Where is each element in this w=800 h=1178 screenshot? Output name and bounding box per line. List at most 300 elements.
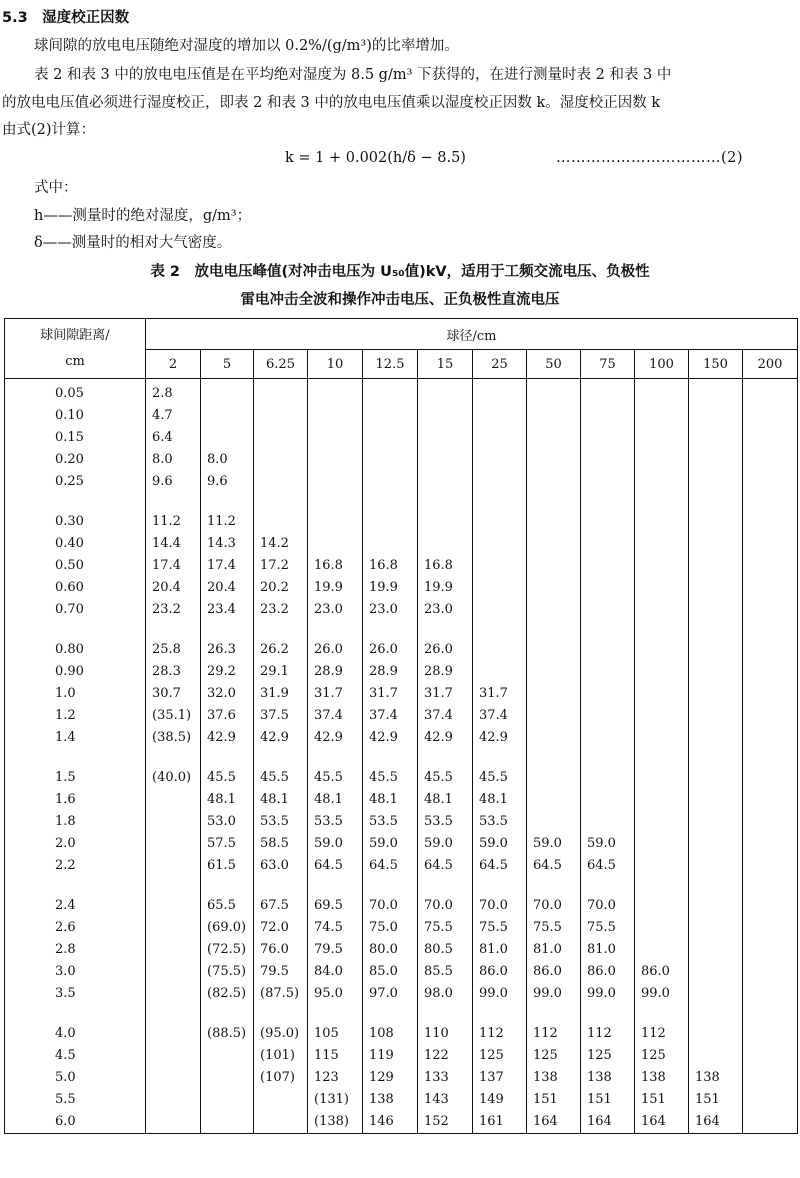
table-row bbox=[5, 855, 798, 877]
column-header: 15 bbox=[418, 350, 473, 379]
table-row bbox=[5, 1023, 798, 1045]
voltage-cell: 80.5 bbox=[418, 939, 473, 961]
voltage-cell: 112 bbox=[527, 1023, 581, 1045]
spacer-cell bbox=[308, 749, 363, 767]
voltage-cell bbox=[689, 599, 743, 621]
voltage-cell bbox=[689, 511, 743, 533]
paragraph-humidity-rate: 球间隙的放电电压随绝对湿度的增加以 0.2%/(g/m³)的比率增加。 bbox=[34, 38, 459, 54]
voltage-cell: 79.5 bbox=[254, 961, 308, 983]
column-header: 2 bbox=[146, 350, 201, 379]
stub-header-line-2: cm bbox=[65, 353, 85, 369]
voltage-cell: 99.0 bbox=[635, 983, 689, 1005]
spacer-cell bbox=[743, 621, 798, 639]
gap-distance-cell: 1.4 bbox=[5, 727, 146, 749]
voltage-cell: 143 bbox=[418, 1089, 473, 1111]
voltage-cell bbox=[527, 555, 581, 577]
voltage-cell: 61.5 bbox=[201, 855, 254, 877]
group-spacer bbox=[5, 1005, 798, 1023]
voltage-cell: 37.4 bbox=[308, 705, 363, 727]
voltage-cell bbox=[308, 533, 363, 555]
voltage-cell: 29.1 bbox=[254, 661, 308, 683]
voltage-cell: 70.0 bbox=[418, 895, 473, 917]
voltage-cell bbox=[689, 1023, 743, 1045]
voltage-cell bbox=[689, 471, 743, 493]
voltage-cell: 2.8 bbox=[146, 379, 201, 406]
voltage-cell bbox=[527, 789, 581, 811]
voltage-cell bbox=[146, 983, 201, 1005]
spacer-cell bbox=[527, 749, 581, 767]
voltage-cell: 23.0 bbox=[308, 599, 363, 621]
spacer-cell bbox=[581, 749, 635, 767]
voltage-cell bbox=[689, 427, 743, 449]
voltage-cell bbox=[201, 1089, 254, 1111]
voltage-cell bbox=[635, 705, 689, 727]
voltage-cell: (87.5) bbox=[254, 983, 308, 1005]
voltage-cell: (131) bbox=[308, 1089, 363, 1111]
voltage-cell bbox=[689, 895, 743, 917]
gap-distance-cell: 0.10 bbox=[5, 405, 146, 427]
voltage-cell: 19.9 bbox=[418, 577, 473, 599]
voltage-cell bbox=[146, 1045, 201, 1067]
spacer-cell bbox=[146, 493, 201, 511]
spacer-cell bbox=[743, 493, 798, 511]
voltage-cell bbox=[581, 639, 635, 661]
voltage-cell: 137 bbox=[473, 1067, 527, 1089]
voltage-cell bbox=[581, 533, 635, 555]
voltage-cell: 75.5 bbox=[418, 917, 473, 939]
gap-distance-cell: 3.5 bbox=[5, 983, 146, 1005]
table-body bbox=[5, 379, 798, 1134]
spacer-cell bbox=[5, 621, 146, 639]
voltage-cell: 26.3 bbox=[201, 639, 254, 661]
voltage-cell bbox=[635, 599, 689, 621]
voltage-cell bbox=[635, 939, 689, 961]
voltage-cell bbox=[581, 379, 635, 406]
voltage-cell bbox=[363, 511, 418, 533]
voltage-cell bbox=[527, 471, 581, 493]
table-row bbox=[5, 767, 798, 789]
gap-distance-cell: 4.5 bbox=[5, 1045, 146, 1067]
voltage-cell: 45.5 bbox=[308, 767, 363, 789]
voltage-cell bbox=[743, 833, 798, 855]
voltage-cell bbox=[254, 405, 308, 427]
voltage-cell bbox=[743, 427, 798, 449]
spacer-cell bbox=[473, 749, 527, 767]
voltage-cell bbox=[689, 855, 743, 877]
voltage-cell bbox=[743, 767, 798, 789]
gap-distance-cell: 0.80 bbox=[5, 639, 146, 661]
voltage-cell bbox=[689, 727, 743, 749]
voltage-cell bbox=[635, 683, 689, 705]
voltage-cell bbox=[146, 789, 201, 811]
voltage-cell: 138 bbox=[581, 1067, 635, 1089]
voltage-cell bbox=[635, 639, 689, 661]
column-header: 150 bbox=[689, 350, 743, 379]
voltage-cell: 95.0 bbox=[308, 983, 363, 1005]
voltage-cell: 59.0 bbox=[418, 833, 473, 855]
gap-distance-cell: 0.40 bbox=[5, 533, 146, 555]
voltage-cell bbox=[743, 471, 798, 493]
voltage-cell: 58.5 bbox=[254, 833, 308, 855]
spacer-cell bbox=[581, 877, 635, 895]
voltage-cell bbox=[635, 833, 689, 855]
voltage-cell: 112 bbox=[473, 1023, 527, 1045]
spacer-cell bbox=[363, 877, 418, 895]
voltage-cell: 81.0 bbox=[581, 939, 635, 961]
voltage-cell bbox=[363, 449, 418, 471]
spacer-cell bbox=[635, 749, 689, 767]
voltage-cell: 45.5 bbox=[201, 767, 254, 789]
voltage-cell: 64.5 bbox=[581, 855, 635, 877]
column-header: 6.25 bbox=[254, 350, 308, 379]
voltage-cell: 119 bbox=[363, 1045, 418, 1067]
voltage-cell bbox=[146, 1023, 201, 1045]
voltage-cell bbox=[418, 449, 473, 471]
voltage-cell: 26.0 bbox=[363, 639, 418, 661]
spacer-cell bbox=[254, 621, 308, 639]
voltage-cell bbox=[689, 533, 743, 555]
voltage-cell bbox=[254, 1089, 308, 1111]
voltage-cell bbox=[581, 811, 635, 833]
spacer-cell bbox=[581, 1005, 635, 1023]
voltage-cell bbox=[418, 471, 473, 493]
voltage-cell bbox=[635, 577, 689, 599]
voltage-cell: 53.5 bbox=[363, 811, 418, 833]
voltage-cell bbox=[581, 789, 635, 811]
table-row bbox=[5, 533, 798, 555]
column-header: 10 bbox=[308, 350, 363, 379]
voltage-cell bbox=[146, 833, 201, 855]
voltage-cell bbox=[689, 983, 743, 1005]
voltage-cell bbox=[201, 1067, 254, 1089]
column-header: 25 bbox=[473, 350, 527, 379]
voltage-cell: 161 bbox=[473, 1111, 527, 1134]
voltage-cell bbox=[527, 599, 581, 621]
voltage-cell bbox=[581, 767, 635, 789]
voltage-cell: 29.2 bbox=[201, 661, 254, 683]
voltage-cell: 110 bbox=[418, 1023, 473, 1045]
table-row bbox=[5, 789, 798, 811]
spacer-cell bbox=[254, 749, 308, 767]
spacer-cell bbox=[635, 493, 689, 511]
table-row bbox=[5, 661, 798, 683]
table-row bbox=[5, 511, 798, 533]
group-spacer bbox=[5, 493, 798, 511]
column-header: 50 bbox=[527, 350, 581, 379]
voltage-cell: 146 bbox=[363, 1111, 418, 1134]
voltage-cell: 70.0 bbox=[527, 895, 581, 917]
voltage-cell: (40.0) bbox=[146, 767, 201, 789]
voltage-cell bbox=[743, 1067, 798, 1089]
voltage-cell bbox=[473, 599, 527, 621]
voltage-cell: 48.1 bbox=[201, 789, 254, 811]
section-title: 5.3 湿度校正因数 bbox=[2, 10, 130, 26]
voltage-cell bbox=[689, 683, 743, 705]
voltage-cell: 151 bbox=[635, 1089, 689, 1111]
voltage-cell: 151 bbox=[527, 1089, 581, 1111]
gap-distance-cell: 0.30 bbox=[5, 511, 146, 533]
voltage-cell: 42.9 bbox=[473, 727, 527, 749]
table-row bbox=[5, 1111, 798, 1134]
voltage-cell bbox=[146, 895, 201, 917]
gap-distance-cell: 2.0 bbox=[5, 833, 146, 855]
voltage-cell bbox=[689, 661, 743, 683]
voltage-cell bbox=[201, 1045, 254, 1067]
voltage-cell: 14.3 bbox=[201, 533, 254, 555]
voltage-cell: 69.5 bbox=[308, 895, 363, 917]
voltage-cell bbox=[473, 449, 527, 471]
voltage-cell: 42.9 bbox=[201, 727, 254, 749]
voltage-cell: 70.0 bbox=[473, 895, 527, 917]
spacer-cell bbox=[635, 1005, 689, 1023]
voltage-cell: 63.0 bbox=[254, 855, 308, 877]
voltage-cell bbox=[635, 895, 689, 917]
spacer-cell bbox=[689, 493, 743, 511]
gap-distance-cell: 6.0 bbox=[5, 1111, 146, 1134]
voltage-cell: 115 bbox=[308, 1045, 363, 1067]
spacer-cell bbox=[581, 493, 635, 511]
spacer-cell bbox=[201, 621, 254, 639]
voltage-cell bbox=[363, 471, 418, 493]
table-row bbox=[5, 379, 798, 406]
voltage-cell bbox=[254, 511, 308, 533]
voltage-cell bbox=[473, 533, 527, 555]
table-caption-line-1: 表 2 放电电压峰值(对冲击电压为 U₅₀值)kV，适用于工频交流电压、负极性 bbox=[150, 264, 650, 280]
voltage-cell: 23.0 bbox=[418, 599, 473, 621]
voltage-cell: 138 bbox=[527, 1067, 581, 1089]
voltage-cell bbox=[743, 1023, 798, 1045]
voltage-cell: 42.9 bbox=[363, 727, 418, 749]
voltage-cell bbox=[743, 683, 798, 705]
voltage-cell: 31.9 bbox=[254, 683, 308, 705]
paragraph-correction-line-2: 的放电电压值必须进行湿度校正，即表 2 和表 3 中的放电电压值乘以湿度校正因数 k。湿度校正因数 k bbox=[2, 95, 661, 111]
voltage-cell bbox=[581, 511, 635, 533]
voltage-cell: 125 bbox=[527, 1045, 581, 1067]
spacer-cell bbox=[201, 1005, 254, 1023]
voltage-cell: 59.0 bbox=[363, 833, 418, 855]
group-spacer bbox=[5, 621, 798, 639]
voltage-cell: 32.0 bbox=[201, 683, 254, 705]
spacer-cell bbox=[635, 621, 689, 639]
voltage-cell: 86.0 bbox=[581, 961, 635, 983]
voltage-cell: 164 bbox=[581, 1111, 635, 1134]
voltage-cell: 37.4 bbox=[363, 705, 418, 727]
table-row bbox=[5, 577, 798, 599]
voltage-cell: 30.7 bbox=[146, 683, 201, 705]
voltage-cell: 37.4 bbox=[473, 705, 527, 727]
voltage-cell: 84.0 bbox=[308, 961, 363, 983]
gap-distance-cell: 3.0 bbox=[5, 961, 146, 983]
voltage-cell: 164 bbox=[689, 1111, 743, 1134]
voltage-cell bbox=[581, 705, 635, 727]
voltage-cell: 151 bbox=[689, 1089, 743, 1111]
table-row bbox=[5, 983, 798, 1005]
voltage-cell: 20.4 bbox=[146, 577, 201, 599]
voltage-cell: 65.5 bbox=[201, 895, 254, 917]
table-row bbox=[5, 1045, 798, 1067]
gap-distance-cell: 0.90 bbox=[5, 661, 146, 683]
voltage-cell bbox=[635, 427, 689, 449]
voltage-cell: (72.5) bbox=[201, 939, 254, 961]
voltage-cell: 23.2 bbox=[254, 599, 308, 621]
voltage-cell: 108 bbox=[363, 1023, 418, 1045]
voltage-cell bbox=[527, 511, 581, 533]
voltage-cell: 75.5 bbox=[527, 917, 581, 939]
gap-distance-cell: 5.5 bbox=[5, 1089, 146, 1111]
voltage-cell: 6.4 bbox=[146, 427, 201, 449]
voltage-cell bbox=[689, 449, 743, 471]
voltage-cell: 45.5 bbox=[254, 767, 308, 789]
voltage-cell: 152 bbox=[418, 1111, 473, 1134]
voltage-cell bbox=[308, 405, 363, 427]
voltage-cell: 138 bbox=[689, 1067, 743, 1089]
spacer-cell bbox=[689, 1005, 743, 1023]
discharge-voltage-table bbox=[4, 318, 798, 1134]
table-row bbox=[5, 449, 798, 471]
voltage-cell bbox=[581, 405, 635, 427]
spacer-cell bbox=[254, 493, 308, 511]
spacer-cell bbox=[527, 877, 581, 895]
voltage-cell: 26.0 bbox=[308, 639, 363, 661]
table-row bbox=[5, 555, 798, 577]
voltage-cell: 37.4 bbox=[418, 705, 473, 727]
voltage-cell: 86.0 bbox=[635, 961, 689, 983]
voltage-cell: 57.5 bbox=[201, 833, 254, 855]
voltage-cell: 75.0 bbox=[363, 917, 418, 939]
voltage-cell bbox=[418, 405, 473, 427]
voltage-cell bbox=[418, 427, 473, 449]
voltage-cell: 16.8 bbox=[418, 555, 473, 577]
stub-header bbox=[5, 319, 146, 379]
voltage-cell bbox=[743, 661, 798, 683]
voltage-cell bbox=[201, 427, 254, 449]
table-row bbox=[5, 939, 798, 961]
voltage-cell bbox=[473, 405, 527, 427]
voltage-cell: 149 bbox=[473, 1089, 527, 1111]
voltage-cell bbox=[581, 555, 635, 577]
voltage-cell bbox=[689, 555, 743, 577]
voltage-cell bbox=[743, 533, 798, 555]
voltage-cell bbox=[473, 639, 527, 661]
spacer-cell bbox=[418, 621, 473, 639]
voltage-cell: 14.2 bbox=[254, 533, 308, 555]
voltage-cell: 122 bbox=[418, 1045, 473, 1067]
column-header: 200 bbox=[743, 350, 798, 379]
voltage-cell: 48.1 bbox=[308, 789, 363, 811]
voltage-cell bbox=[635, 379, 689, 406]
formula-number: ……………………………(2) bbox=[556, 150, 744, 166]
voltage-cell: 85.5 bbox=[418, 961, 473, 983]
voltage-cell bbox=[635, 767, 689, 789]
voltage-cell: 19.9 bbox=[363, 577, 418, 599]
voltage-cell: 125 bbox=[473, 1045, 527, 1067]
voltage-cell bbox=[581, 727, 635, 749]
voltage-cell bbox=[254, 379, 308, 406]
voltage-cell bbox=[581, 471, 635, 493]
table-row bbox=[5, 705, 798, 727]
voltage-cell: 45.5 bbox=[363, 767, 418, 789]
voltage-cell: 59.0 bbox=[581, 833, 635, 855]
voltage-cell bbox=[146, 939, 201, 961]
voltage-cell: 20.2 bbox=[254, 577, 308, 599]
voltage-cell bbox=[581, 661, 635, 683]
spacer-cell bbox=[689, 877, 743, 895]
voltage-cell: 28.9 bbox=[363, 661, 418, 683]
voltage-cell: 64.5 bbox=[473, 855, 527, 877]
voltage-cell bbox=[146, 1111, 201, 1134]
voltage-cell: 31.7 bbox=[473, 683, 527, 705]
voltage-cell bbox=[743, 449, 798, 471]
voltage-cell bbox=[689, 811, 743, 833]
voltage-cell bbox=[635, 917, 689, 939]
voltage-cell bbox=[527, 661, 581, 683]
voltage-cell bbox=[527, 727, 581, 749]
voltage-cell bbox=[473, 427, 527, 449]
voltage-cell: 42.9 bbox=[418, 727, 473, 749]
voltage-cell: (82.5) bbox=[201, 983, 254, 1005]
voltage-cell: 17.2 bbox=[254, 555, 308, 577]
gap-distance-cell: 0.50 bbox=[5, 555, 146, 577]
spacer-cell bbox=[5, 749, 146, 767]
voltage-cell: 11.2 bbox=[146, 511, 201, 533]
gap-distance-cell: 0.05 bbox=[5, 379, 146, 406]
voltage-cell bbox=[743, 639, 798, 661]
voltage-cell: 42.9 bbox=[308, 727, 363, 749]
voltage-cell: 125 bbox=[635, 1045, 689, 1067]
voltage-cell bbox=[527, 577, 581, 599]
gap-distance-cell: 4.0 bbox=[5, 1023, 146, 1045]
voltage-cell: 81.0 bbox=[473, 939, 527, 961]
voltage-cell bbox=[527, 533, 581, 555]
voltage-cell bbox=[743, 555, 798, 577]
voltage-cell: 45.5 bbox=[418, 767, 473, 789]
voltage-cell: 19.9 bbox=[308, 577, 363, 599]
voltage-cell: 31.7 bbox=[308, 683, 363, 705]
voltage-cell bbox=[146, 917, 201, 939]
voltage-cell: 64.5 bbox=[418, 855, 473, 877]
table-row bbox=[5, 639, 798, 661]
voltage-cell: 16.8 bbox=[308, 555, 363, 577]
voltage-cell: 53.5 bbox=[473, 811, 527, 833]
gap-distance-cell: 2.2 bbox=[5, 855, 146, 877]
voltage-cell bbox=[527, 683, 581, 705]
voltage-cell bbox=[689, 639, 743, 661]
spacer-cell bbox=[308, 621, 363, 639]
voltage-cell bbox=[689, 405, 743, 427]
spacer-cell bbox=[581, 621, 635, 639]
voltage-cell bbox=[743, 727, 798, 749]
voltage-cell: 11.2 bbox=[201, 511, 254, 533]
voltage-cell: 53.5 bbox=[418, 811, 473, 833]
voltage-cell bbox=[201, 379, 254, 406]
voltage-cell bbox=[635, 811, 689, 833]
voltage-cell: 31.7 bbox=[418, 683, 473, 705]
table-row bbox=[5, 599, 798, 621]
voltage-cell: 23.2 bbox=[146, 599, 201, 621]
voltage-cell: 25.8 bbox=[146, 639, 201, 661]
voltage-cell: 138 bbox=[363, 1089, 418, 1111]
spacer-cell bbox=[254, 877, 308, 895]
voltage-cell: 37.5 bbox=[254, 705, 308, 727]
column-header: 100 bbox=[635, 350, 689, 379]
voltage-cell: (95.0) bbox=[254, 1023, 308, 1045]
voltage-cell bbox=[743, 961, 798, 983]
voltage-cell: 123 bbox=[308, 1067, 363, 1089]
voltage-cell bbox=[743, 577, 798, 599]
voltage-cell: 164 bbox=[635, 1111, 689, 1134]
voltage-cell: 75.5 bbox=[581, 917, 635, 939]
table-row bbox=[5, 727, 798, 749]
